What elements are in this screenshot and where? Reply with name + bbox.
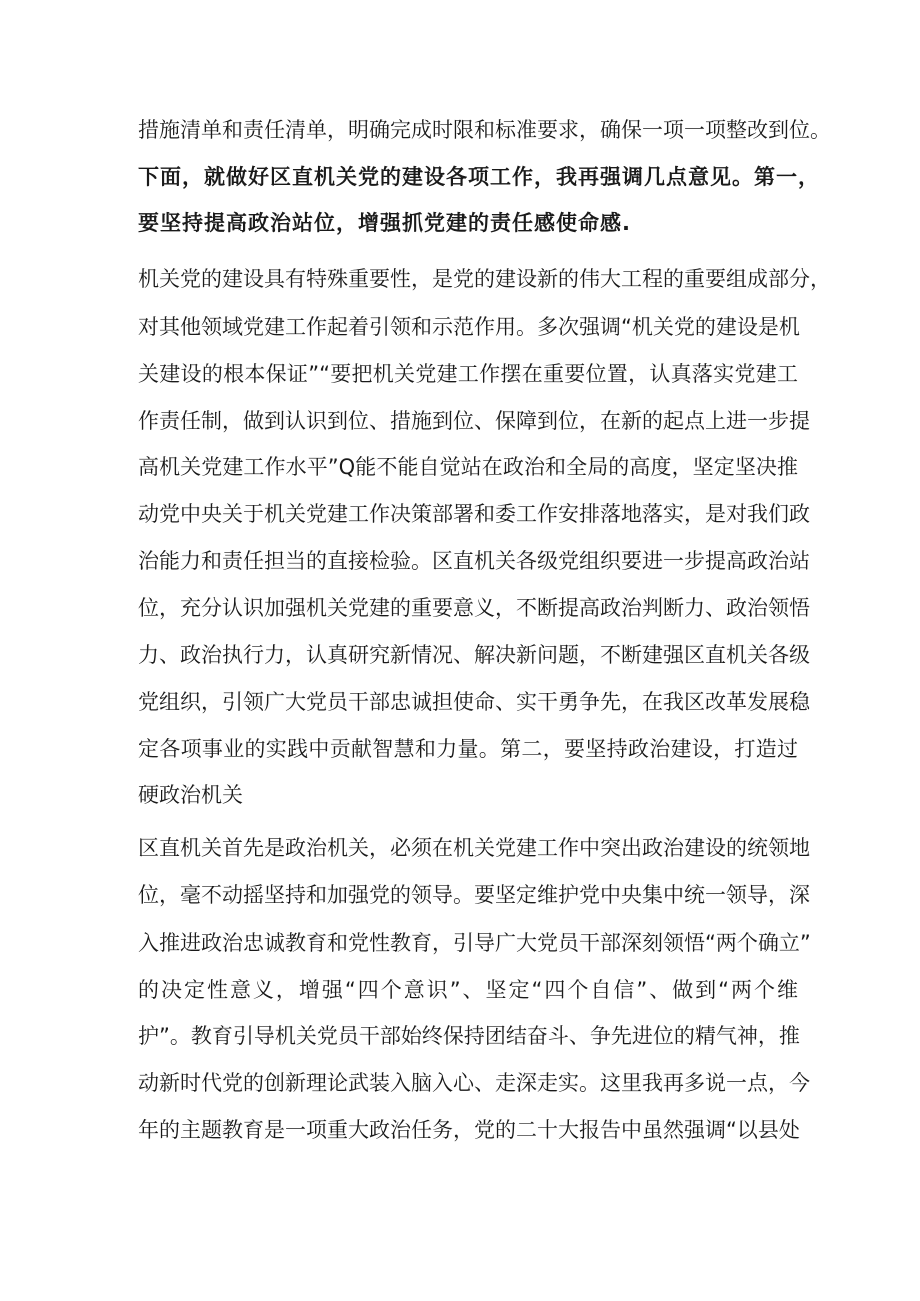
text-line: 入推进政治忠诚教育和党性教育，引导广大党员干部深刻领悟“两个确立” bbox=[138, 931, 811, 955]
text-line: 对其他领域党建工作起着引领和示范作用。多次强调“机关党的建设是机 bbox=[138, 315, 800, 339]
section-heading-line: 下面，就做好区直机关党的建设各项工作，我再强调几点意见。第一， bbox=[138, 165, 820, 189]
text-line: 党组织，引领广大党员干部忠诚担使命、实干勇争先，在我区改革发展稳 bbox=[138, 690, 810, 714]
text-line: 年的主题教育是一项重大政治任务，党的二十大报告中虽然强调“以县处 bbox=[138, 1118, 800, 1142]
text-line: 治能力和责任担当的直接检验。区直机关各级党组织要进一步提高政治站 bbox=[138, 549, 810, 573]
text-line: 力、政治执行力，认真研究新情况、解决新问题，不断建强区直机关各级 bbox=[138, 643, 810, 667]
text-line: 动党中央关于机关党建工作决策部署和委工作安排落地落实，是对我们政 bbox=[138, 502, 810, 526]
text-line: 动新时代党的创新理论武装入脑入心、走深走实。这里我再多说一点，今 bbox=[138, 1071, 810, 1095]
text-line: 区直机关首先是政治机关，必须在机关党建工作中突出政治建设的统领地 bbox=[138, 836, 810, 860]
text-line: 机关党的建设具有特殊重要性，是党的建设新的伟大工程的重要组成部分， bbox=[138, 267, 831, 291]
text-line: 位，充分认识加强机关党建的重要意义，不断提高政治判断力、政治领悟 bbox=[138, 596, 810, 620]
text-line: 高机关党建工作水平”Q能不能自觉站在政治和全局的高度，坚定坚决推 bbox=[138, 455, 798, 479]
text-line: 定各项事业的实践中贡献智慧和力量。第二，要坚持政治建设，打造过 bbox=[138, 737, 798, 761]
text-line: 关建设的根本保证”“要把机关党建工作摆在重要位置，认真落实党建工 bbox=[138, 362, 798, 386]
section-heading-line: 要坚持提高政治站位，增强抓党建的责任感使命感. bbox=[138, 211, 631, 235]
text-line: 硬政治机关 bbox=[138, 783, 243, 807]
text-line: 护”。教育引导机关党员干部始终保持团结奋斗、争先进位的精气神，推 bbox=[138, 1024, 800, 1048]
text-line: 位，毫不动摇坚持和加强党的领导。要坚定维护党中央集中统一领导，深 bbox=[138, 883, 810, 907]
text-line: 措施清单和责任清单，明确完成时限和标准要求，确保一项一项整改到位。 bbox=[138, 118, 831, 142]
text-line: 的决定性意义，增强“四个意识”、坚定“四个自信”、做到“两个维 bbox=[138, 978, 798, 1002]
text-line: 作责任制，做到认识到位、措施到位、保障到位，在新的起点上进一步提 bbox=[138, 409, 810, 433]
